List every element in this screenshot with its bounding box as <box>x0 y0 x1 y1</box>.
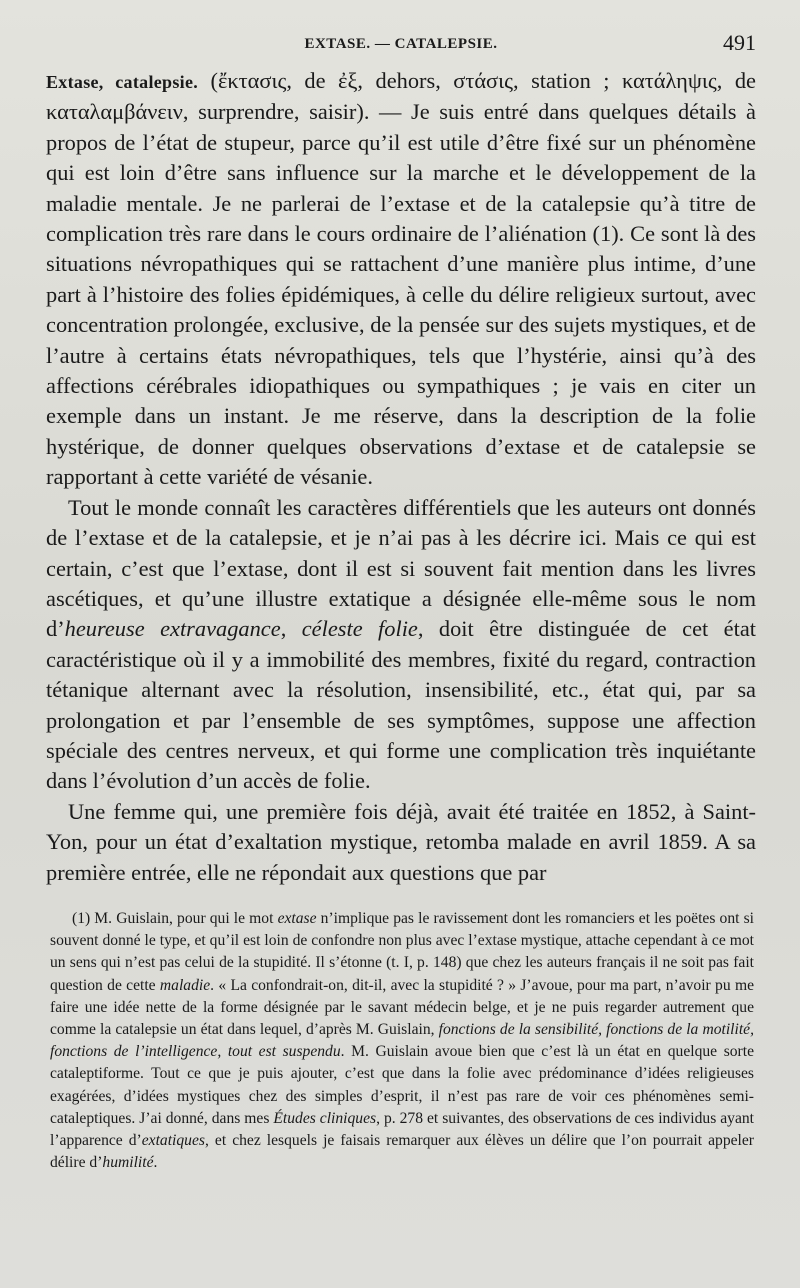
footnote-italic-6: humilité <box>102 1154 154 1172</box>
paragraph-1-text: (ἔκτασις, de ἐξ, dehors, στάσις, station ; κατάληψις, de καταλαμβάνειν, surprendre, saisir). — Je suis entré dans quelques détails à propos de l’état de stupeur, parce qu’il est utile d’être fixé sur un phénomène qui est loin d’être sans influence sur la marche et le développement de la maladie mentale. Je ne parlerai de l’extase et de la catalepsie qu’à titre de complication très rare dans le cours ordinaire de l’aliénation (1). Ce sont là des situations névropathiques qui se rattachent d’une manière plus intime, d’une part à l’histoire des folies épidémiques, à celle du délire religieux surtout, avec concentration prolongée, exclusive, de la pensée sur des sujets mystiques, et de l’autre à certains états névropathiques, tels que l’hystérie, ainsi qu’à des affections cérébrales idiopathiques ou sympathiques ; je vais en citer un exemple dans un instant. Je me réserve, dans la description de la folie hystérique, de donner quelques observations d’extase et de catalepsie se rapportant à cette variété de vésanie. <box>46 68 756 490</box>
footnote-text-g: . <box>153 1154 158 1172</box>
footnote-italic-1: extase <box>277 909 317 927</box>
footnote-italic-5: extatiques <box>141 1132 205 1149</box>
footnote-text-e: , p. 278 et suivantes, des observations de ces individus ayant l’apparence d’ <box>50 1109 755 1149</box>
footnote-text-b: n’implique pas le ravissement dont les romanciers et les poëtes ont si souvent donné le type, et qu’il est loin de confondre non plus avec l’extase mystique, attache cependant à ce mot un sens qui n’est pas celui de la stupidité. Il s’étonne (t. I, p. 148) que chez les auteurs français il ne soit pas fait question de cette <box>50 909 754 994</box>
running-header <box>46 30 756 60</box>
quote-celeste-folie: céleste folie <box>301 616 418 642</box>
paragraph-3: Une femme qui, une première fois déjà, avait été traitée en 1852, à Saint-Yon, pour un état d’exaltation mystique, retomba malade en avril 1859. A sa première entrée, elle ne répondait aux questions que par <box>46 798 756 885</box>
page-number: 491 <box>723 30 756 55</box>
paragraph-2-text-a: Tout le monde connaît les caractères différentiels que les auteurs ont donnés de l’extase et de la catalepsie, et je n’ai pas à les décrire ici. Mais ce qui est certain, c’est que l’extase, dont il est si souvent fait mention dans les livres ascétiques, et qu’une illustre extatique a désignée elle-même sous le nom d’ <box>46 494 756 642</box>
footnote-text-d: . M. Guislain avoue bien que c’est là un état en quelque sorte cataleptiforme. Tout ce que je puis ajouter, c’est que dans la folie avec prédominance d’idées religieuses exagérées, d’idées mystiques chez des simples d’esprit, il n’est pas rare de voir ces phénomènes semi-cataleptiques. J’ai donné, dans mes <box>50 1043 754 1127</box>
main-text <box>46 66 756 888</box>
running-title: EXTASE. — CATALEPSIE. <box>304 36 498 52</box>
footnote-text-f: , et chez lesquels je faisais remarquer aux élèves un délire que l’on pourrait appeler délire d’ <box>50 1132 754 1172</box>
lead-term: Extase, catalepsie. <box>46 72 199 92</box>
quote-heureuse-extravagance: heureuse extravagance <box>64 616 281 642</box>
footnote-text-c: . « La confondrait-on, dit-il, avec la stupidité ? » J’avoue, pour ma part, n’avoir pu me faire une idée nette de la forme désignée par le savant médecin belge, et je ne puis regarder autrement que comme la catalepsie un état dans lequel, d’après M. Guislain, <box>50 976 754 1038</box>
footnote-italic-3: fonctions de la sensibilité, fonctions de la motilité, fonctions de l’intelligence, tout est suspendu <box>50 1020 754 1061</box>
paragraph-2 <box>46 493 756 797</box>
paragraph-1 <box>46 66 756 493</box>
paragraph-2-text-b: , <box>280 616 302 642</box>
paragraph-2-text-c: , doit être distinguée de cet état caractéristique où il y a immobilité des membres, fixité du regard, contraction tétanique alternant avec la résolution, insensibilité, etc., état qui, par sa prolongation et par l’ensemble de ses symptômes, suppose une affection spéciale des centres nerveux, et qui forme une complication très inquiétante dans l’évolution d’un accès de folie. <box>46 616 756 794</box>
footnote-1 <box>50 908 754 1174</box>
footnote-italic-2: maladie <box>159 976 211 994</box>
footnote-text-a: (1) M. Guislain, pour qui le mot <box>72 909 278 927</box>
footnote-italic-4: Études cliniques <box>273 1109 377 1127</box>
footnote <box>46 908 756 1174</box>
